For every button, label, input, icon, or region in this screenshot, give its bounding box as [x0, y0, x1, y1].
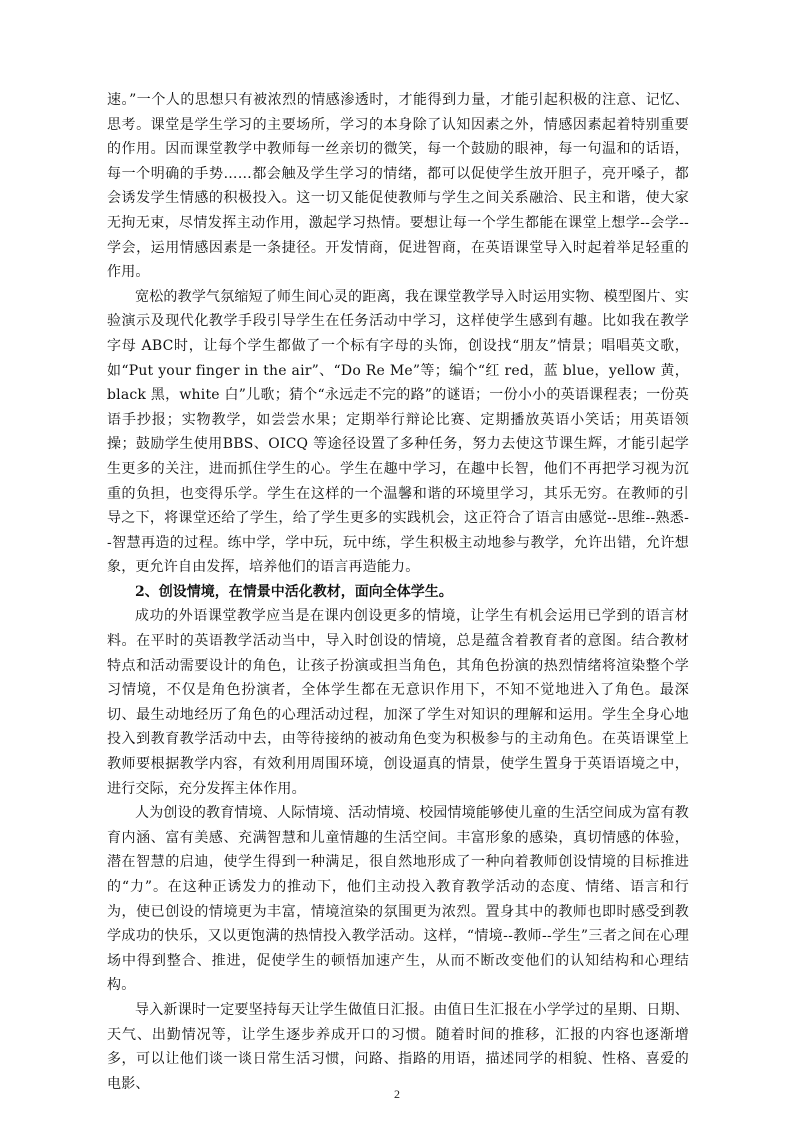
- paragraph-2: 宽松的教学气氛缩短了师生间心灵的距离，我在课堂教学导入时运用实物、模型图片、实验演示及现代化教学手段引导学生在任务活动中学习，这样使学生感到有趣。比如我在教学字母 ABC时，让每个学生都做了一个标有字母的头饰，创设找“朋友”情景；唱唱英文歌，如“Put your finger in the air”、“Do Re Me”等；编个“红 red，蓝 blue，yellow 黄，black 黑，white 白”儿歌；猜个“永远走不完的路”的谜语；一份小小的英语课程表；一份英语手抄报；实物教学，如尝尝水果；定期举行辩论比赛、定期播放英语小笑话；用英语领操；鼓励学生使用BBS、OICQ 等途径设置了多种任务，努力去使这节课生辉，才能引起学生更多的关注，进而抓住学生的心。学生在趣中学习，在趣中长智，他们不再把学习视为沉重的负担，也变得乐学。学生在这样的一个温馨和谐的环境里学习，其乐无穷。在教师的引导之下，将课堂还给了学生，给了学生更多的实践机会，这正符合了语言由感觉--思维--熟悉--智慧再造的过程。练中学，学中玩，玩中练，学生积极主动地参与教学，允许出错，允许想象，更允许自由发挥，培养他们的语言再造能力。: [107, 288, 689, 576]
- paragraph-4: 人为创设的教育情境、人际情境、活动情境、校园情境能够使儿童的生活空间成为富有教育内涵、富有美感、充满智慧和儿童情趣的生活空间。丰富形象的感染，真切情感的体验，潜在智慧的启迪，使学生得到一种满足，很自然地形成了一种向着教师创设情境的目标推进的“力”。在这种正诱发力的推动下，他们主动投入教育教学活动的态度、情绪、语言和行为，使已创设的情境更为丰富，情境渲染的氛围更为浓烈。置身其中的教师也即时感受到教学成功的快乐，又以更饱满的热情投入教学活动。这样，“情境--教师--学生”三者之间在心理场中得到整合、推进，促使学生的顿悟加速产生，从而不断改变他们的认知结构和心理结构。: [107, 805, 689, 994]
- paragraph-5: 导入新课时一定要坚持每天让学生做值日汇报。由值日生汇报在小学学过的星期、日期、天气、出勤情况等，让学生逐步养成开口的习惯。随着时间的推移，汇报的内容也逐渐增多，可以让他们谈一谈日常生活习惯，问路、指路的用语，描述同学的相貌、性格、喜爱的电影、: [107, 1001, 689, 1092]
- section-heading-2: 2、创设情境，在情景中活化教材，面向全体学生。: [135, 583, 453, 600]
- paragraph-3: 成功的外语课堂教学应当是在课内创设更多的情境，让学生有机会运用已学到的语言材料。在平时的英语教学活动当中，导入时创设的情境，总是蕴含着教育者的意图。结合教材特点和活动需要设计的角色，让孩子扮演或担当角色，其角色扮演的热烈情绪将渲染整个学习情境，不仅是角色扮演者，全体学生都在无意识作用下，不知不觉地进入了角色。最深切、最生动地经历了角色的心理活动过程，加深了学生对知识的理解和运用。学生全身心地投入到教育教学活动中去，由等待接纳的被动角色变为积极参与的主动角色。在英语课堂上教师要根据教学内容，有效利用周围环境，创设逼真的情景，使学生置身于英语语境之中，进行交际，充分发挥主体作用。: [107, 608, 689, 797]
- paragraph-1: 速。”一个人的思想只有被浓烈的情感渗透时，才能得到力量，才能引起积极的注意、记忆、思考。课堂是学生学习的主要场所，学习的本身除了认知因素之外，情感因素起着特别重要的作用。因而课堂教学中教师每一丝亲切的微笑，每一个鼓励的眼神，每一句温和的话语，每一个明确的手势……都会触及学生学习的情绪，都可以促使学生放开胆子，亮开嗓子，都会诱发学生情感的积极投入。这一切又能促使教师与学生之间关系融洽、民主和谐，使大家无拘无束，尽情发挥主动作用，激起学习热情。要想让每一个学生都能在课堂上想学--会学--学会，运用情感因素是一条捷径。开发情商，促进智商，在英语课堂导入时起着举足轻重的作用。: [107, 92, 689, 281]
- page-number: 2: [394, 1087, 400, 1101]
- document-page: [107, 88, 689, 1096]
